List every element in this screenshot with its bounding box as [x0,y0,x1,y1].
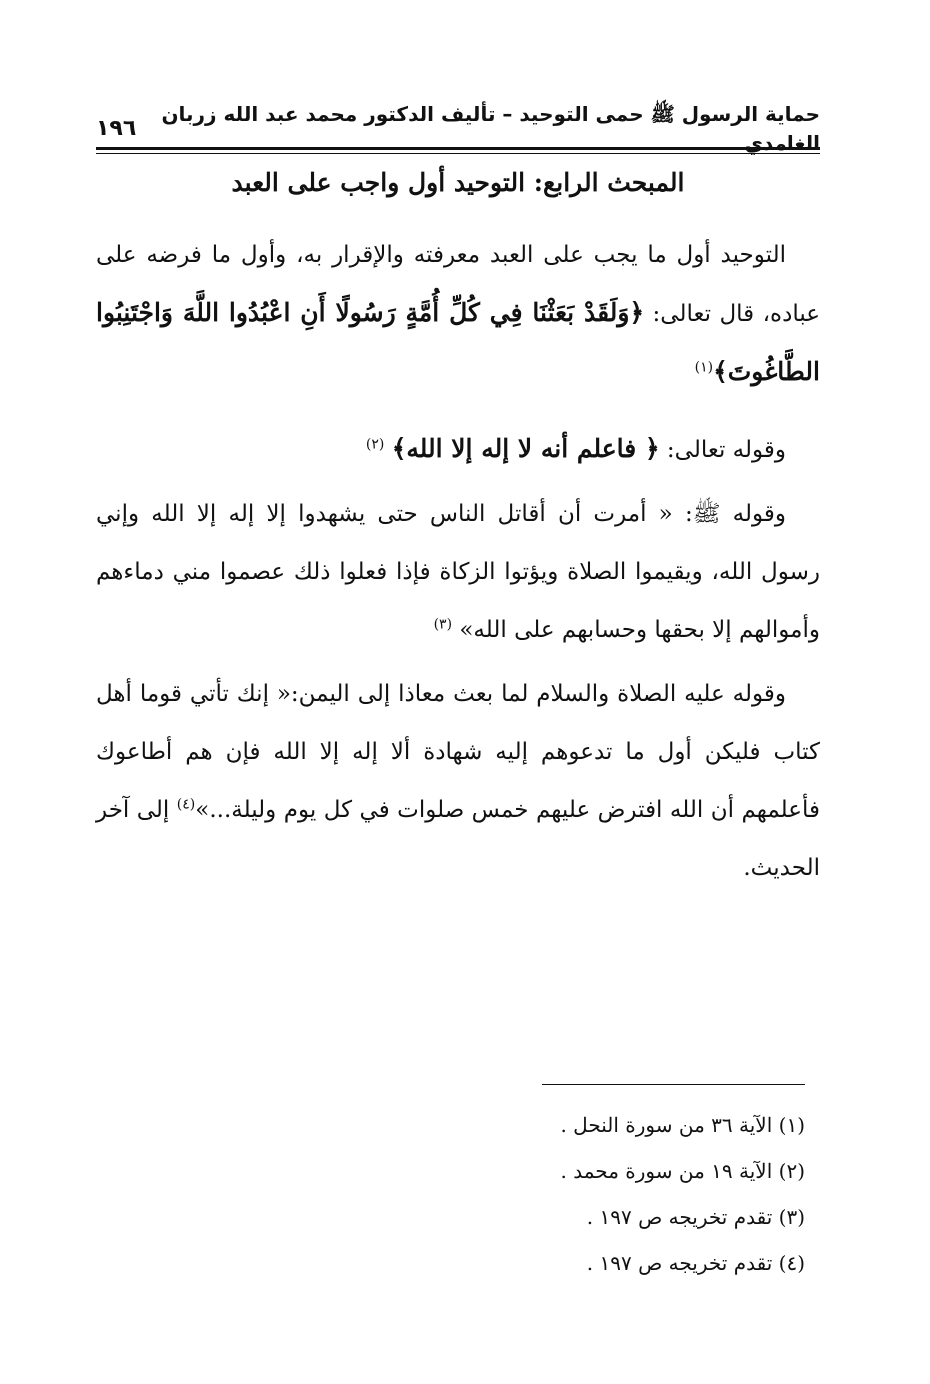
paragraph-2 [96,420,820,479]
footnote-3: (٣) تقدم تخريجه ص ١٩٧ . [586,1205,805,1229]
footnote-4: (٤) تقدم تخريجه ص ١٩٧ . [586,1251,805,1275]
footnote-ref-4: (٤) [176,796,196,813]
header-rule [96,147,820,150]
paragraph-4-text: وقوله عليه الصلاة والسلام لما بعث معاذا إلى اليمن:« إنك تأتي قوما أهل كتاب فليكن أول ما تدعوهم إليه شهادة ألا إله إلا الله فإن هم أطاعوك فأعلمهم أن الله افترض عليهم خمس صلوات في كل يوم وليلة...» [96,681,820,823]
header-title: حماية الرسول ﷺ حمى التوحيد – تأليف الدكتور محمد عبد الله زربان الغامدي [161,101,820,155]
quran-verse-2: ﴿ فاعلم أنه لا إله إلا الله﴾ [391,434,660,463]
running-header [96,101,820,155]
paragraph-2-text: وقوله تعالى: [659,437,786,463]
quran-verse-1: ﴿وَلَقَدْ بَعَثْنَا فِي كُلِّ أُمَّةٍ رَسُولًا أَنِ اعْبُدُوا اللَّهَ وَاجْتَنِبُوا الطَّاغُوتَ﴾ [96,298,820,386]
footnote-2: (٢) الآية ١٩ من سورة محمد . [560,1159,805,1183]
paragraph-3-text: وقوله ﷺ: « أمرت أن أقاتل الناس حتى يشهدوا إلا إله إلا الله وإني رسول الله، ويقيموا الصلاة ويؤتوا الزكاة فإذا فعلوا ذلك عصموا مني دماءهم وأموالهم إلا بحقها وحسابهم على الله» [96,501,820,643]
paragraph-1 [96,226,820,402]
paragraph-4-ending: إلى آخر الحديث. [96,797,820,881]
footnotes [405,1102,805,1286]
paragraph-3 [96,485,820,659]
footnote-rule [542,1084,805,1085]
footnote-1: (١) الآية ٣٦ من سورة النحل . [560,1113,805,1137]
page-number: ١٩٦ [96,115,137,141]
paragraph-1-text: التوحيد أول ما يجب على العبد معرفته والإقرار به، وأول ما فرضه على عباده، قال تعالى: [96,242,820,327]
footnote-ref-2: (٢) [365,436,385,453]
section-title: المبحث الرابع: التوحيد أول واجب على العبد [231,168,685,197]
body-text [96,226,820,903]
header-rule-thin [96,153,820,154]
footnote-ref-3: (٣) [433,616,453,633]
footnote-ref-1: (١) [694,359,714,376]
paragraph-4 [96,665,820,897]
